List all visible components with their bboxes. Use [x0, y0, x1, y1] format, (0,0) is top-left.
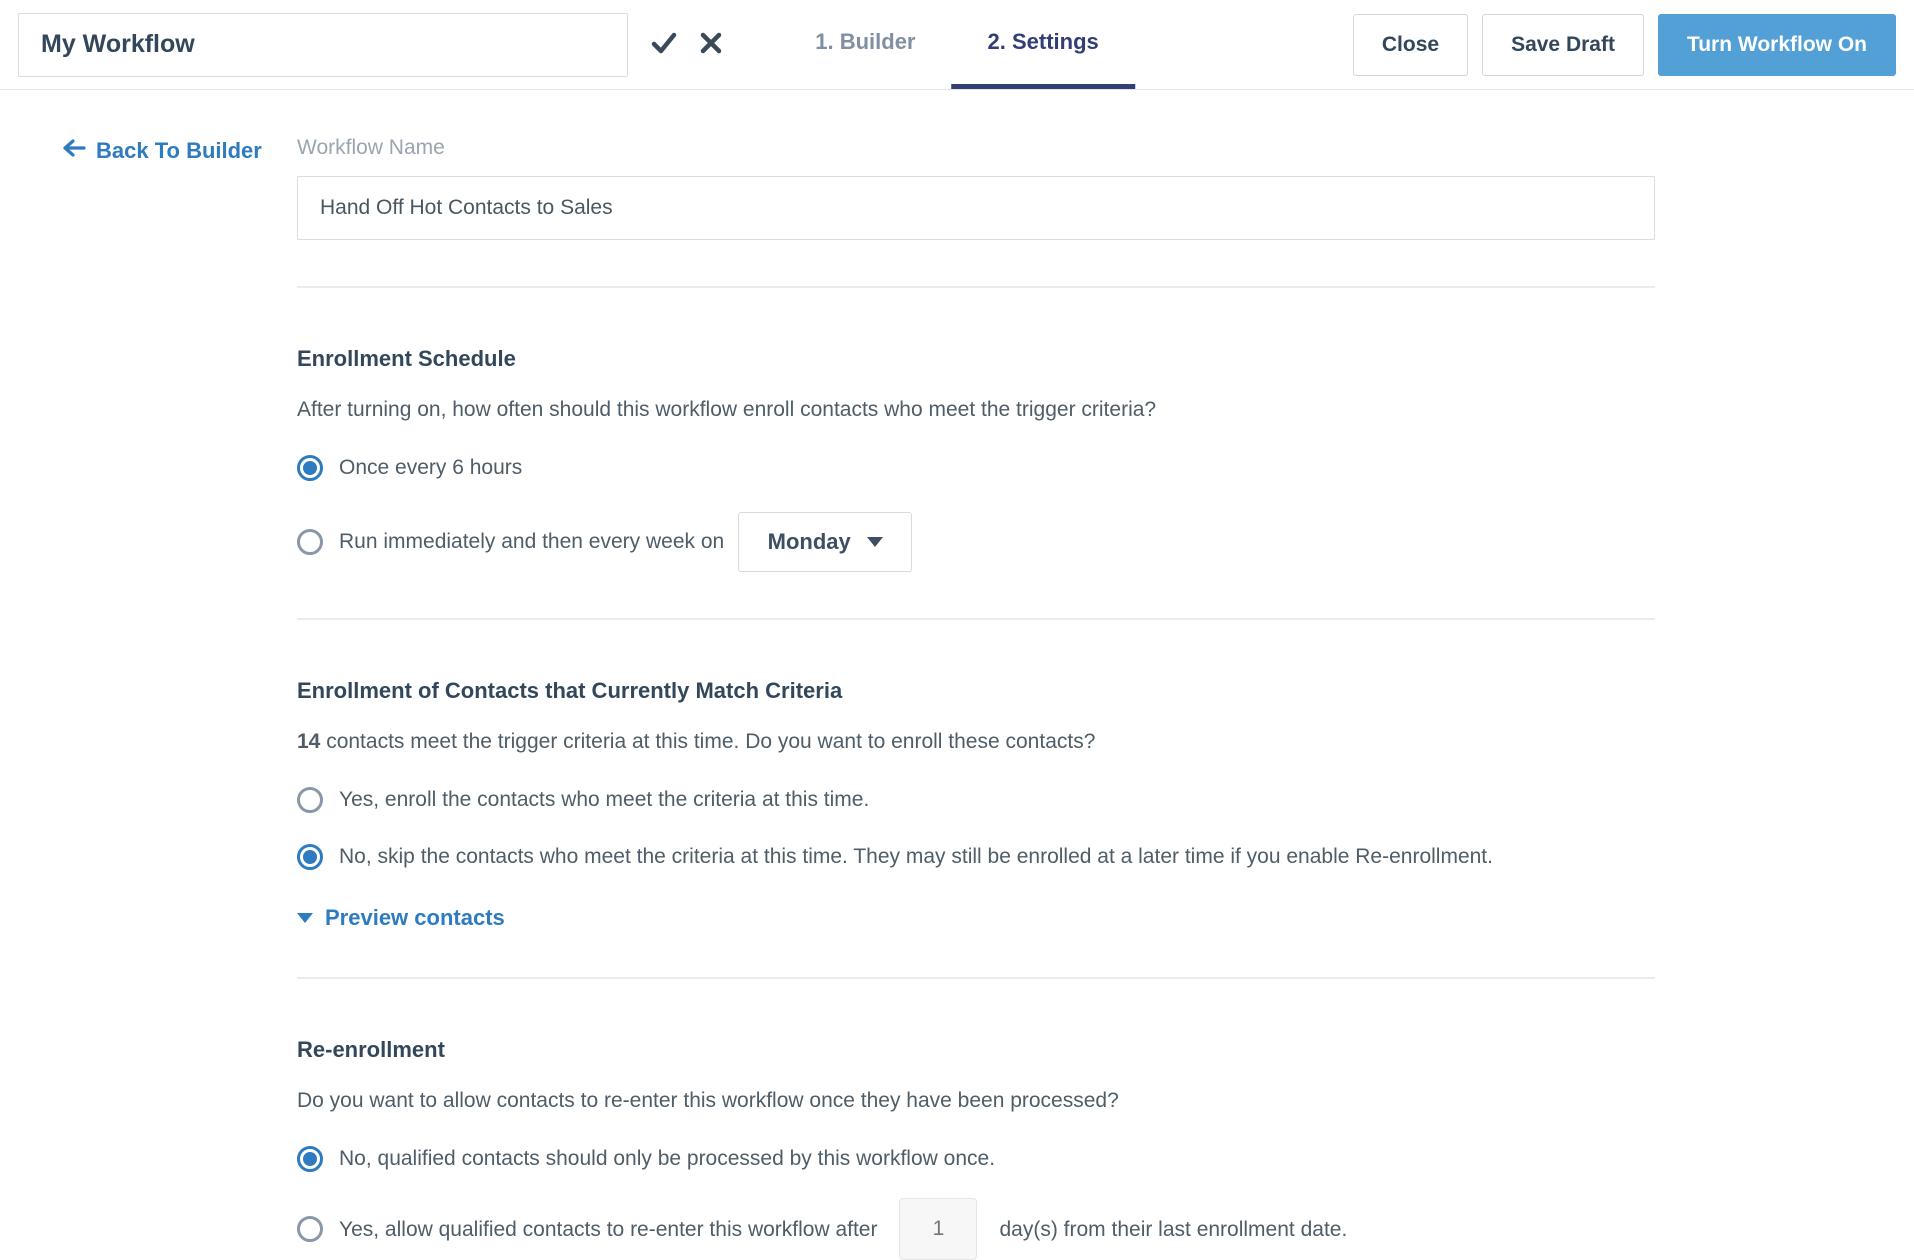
- section-title: Enrollment Schedule: [297, 346, 516, 371]
- back-arrow-icon: [62, 138, 86, 164]
- radio-enroll-yes[interactable]: [297, 786, 1655, 813]
- match-question-text: contacts meet the trigger criteria at this time. Do you want to enroll these contacts?: [320, 729, 1096, 753]
- radio-run-weekly[interactable]: [297, 512, 1655, 572]
- divider: [297, 618, 1655, 620]
- workflow-name-editor: [18, 13, 722, 77]
- close-icon: [700, 32, 722, 57]
- save-draft-button[interactable]: Save Draft: [1482, 14, 1644, 76]
- radio-reenroll-yes[interactable]: [297, 1198, 1655, 1260]
- preview-contacts-link[interactable]: [297, 905, 505, 931]
- settings-page: [0, 90, 1914, 1260]
- radio-label: No, qualified contacts should only be processed by this workflow once.: [339, 1146, 996, 1170]
- workflow-name-field[interactable]: [297, 176, 1655, 240]
- divider: [297, 977, 1655, 979]
- weekday-select[interactable]: [738, 512, 912, 572]
- back-to-builder-link[interactable]: [62, 138, 262, 164]
- contact-count: 14: [297, 729, 321, 753]
- check-icon: [650, 31, 678, 58]
- match-question: [297, 728, 1655, 756]
- radio-enroll-no[interactable]: [297, 843, 1655, 870]
- radio-label-after: day(s) from their last enrollment date.: [999, 1217, 1348, 1241]
- section-enrollment-schedule: [297, 346, 1655, 572]
- radio-reenroll-no[interactable]: [297, 1145, 1655, 1172]
- section-title: Re-enrollment: [297, 1036, 445, 1062]
- back-link-label: Back To Builder: [96, 138, 262, 163]
- radio-label: Once every 6 hours: [339, 456, 523, 480]
- radio-selected-icon[interactable]: [297, 455, 323, 481]
- radio-label: No, skip the contacts who meet the criteria at this time. They may still be enrolled at a later time if you enable Re-enrollment.: [339, 845, 1493, 869]
- radio-label: Yes, enroll the contacts who meet the criteria at this time.: [339, 787, 870, 811]
- preview-contacts-label: Preview contacts: [325, 904, 505, 930]
- tab-settings[interactable]: 2. Settings: [952, 0, 1135, 89]
- radio-unselected-icon[interactable]: [297, 787, 323, 813]
- radio-selected-icon[interactable]: [297, 1146, 323, 1172]
- top-bar: [0, 0, 1914, 90]
- confirm-name-button[interactable]: [650, 31, 678, 58]
- radio-label-before: Yes, allow qualified contacts to re-enter this workflow after: [339, 1217, 878, 1241]
- reenrollment-question: Do you want to allow contacts to re-enter this workflow once they have been processed?: [297, 1088, 1119, 1112]
- wizard-tabs: [779, 0, 1135, 89]
- radio-unselected-icon[interactable]: [297, 529, 323, 555]
- radio-once-every-6-hours[interactable]: [297, 454, 1655, 481]
- settings-form: [297, 136, 1655, 1260]
- chevron-down-icon: [867, 537, 883, 547]
- radio-label: Run immediately and then every week on: [339, 529, 725, 553]
- cancel-name-button[interactable]: [700, 32, 722, 57]
- workflow-title-input[interactable]: [18, 13, 628, 77]
- triangle-down-icon: [297, 913, 313, 923]
- reenroll-days-input[interactable]: [899, 1198, 977, 1260]
- radio-unselected-icon[interactable]: [297, 1216, 323, 1242]
- section-reenrollment: [297, 1037, 1655, 1260]
- section-current-match: [297, 678, 1655, 931]
- top-actions: [1353, 14, 1896, 76]
- tab-builder[interactable]: 1. Builder: [815, 29, 916, 54]
- weekday-selected-value: Monday: [767, 528, 851, 554]
- workflow-name-label: Workflow Name: [297, 136, 445, 159]
- radio-selected-icon[interactable]: [297, 844, 323, 870]
- divider: [297, 286, 1655, 288]
- close-button[interactable]: Close: [1353, 14, 1468, 76]
- turn-workflow-on-button[interactable]: Turn Workflow On: [1658, 14, 1896, 76]
- section-title: Enrollment of Contacts that Currently Match Criteria: [297, 677, 843, 703]
- schedule-question: After turning on, how often should this workflow enroll contacts who meet the trigger criteria?: [297, 398, 1157, 421]
